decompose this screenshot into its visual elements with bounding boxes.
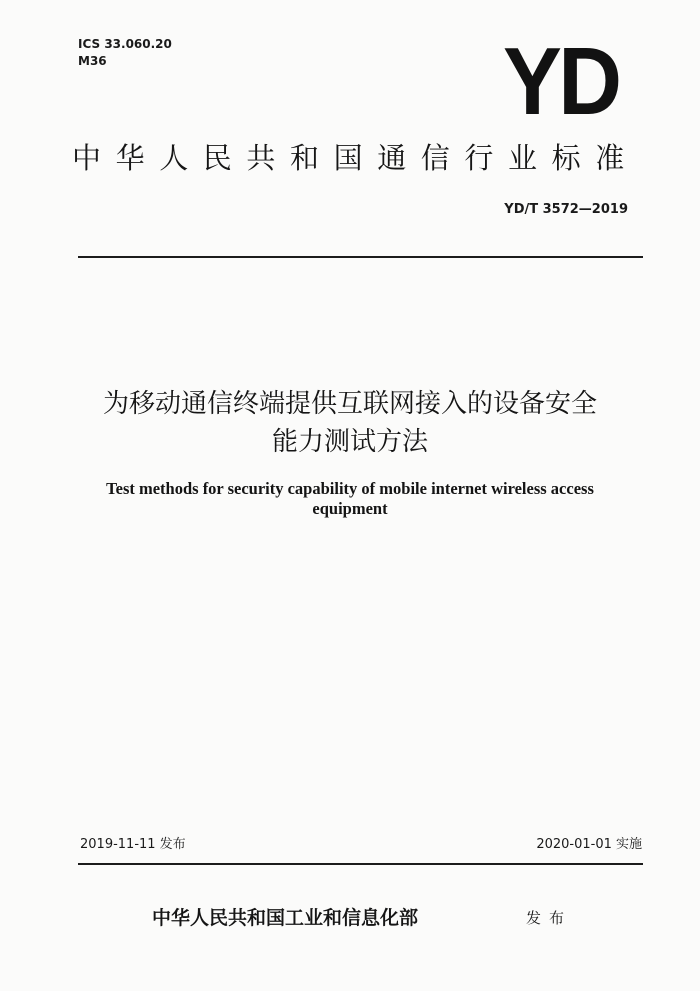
issue-date: 2019-11-11 发布 bbox=[80, 837, 186, 852]
yd-logo: YD bbox=[502, 28, 618, 135]
bottom-divider bbox=[78, 863, 643, 865]
implementation-date: 2020-01-01 实施 bbox=[536, 837, 642, 852]
chinese-title-line-2: 能力测试方法 bbox=[271, 427, 428, 457]
english-title-line-2: equipment bbox=[312, 499, 388, 518]
publish-label: 发布 bbox=[526, 909, 573, 927]
ics-code: ICS 33.060.20 bbox=[78, 37, 172, 51]
publisher-name: 中华人民共和国工业和信息化部 bbox=[152, 907, 419, 929]
english-title-line-1: Test methods for security capability of mobile internet wireless access bbox=[106, 479, 594, 498]
top-divider bbox=[78, 256, 643, 258]
standard-number: YD/T 3572—2019 bbox=[504, 202, 628, 217]
standard-category-title: 中华人民共和国通信行业标准 bbox=[72, 141, 639, 175]
ccs-code: M36 bbox=[78, 54, 107, 68]
chinese-title-line-1: 为移动通信终端提供互联网接入的设备安全 bbox=[102, 389, 597, 419]
